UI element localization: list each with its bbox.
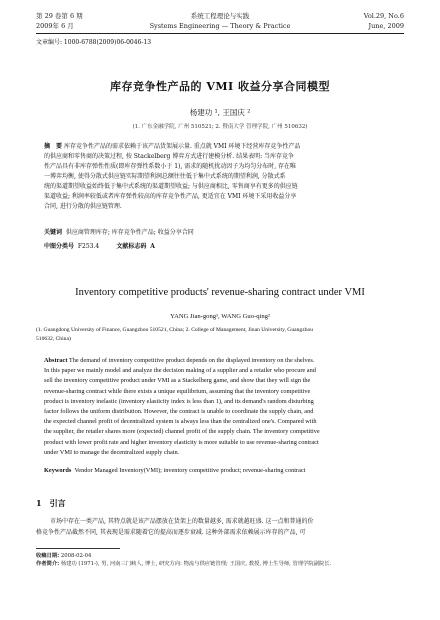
abstract-en-line: factor follows the uniform distribution. However, the contract is unable to coordinate the supply chain, and <box>44 408 314 416</box>
keywords-en <box>44 466 396 476</box>
header-rule <box>36 33 404 34</box>
keywords-cn-text: 供应商管理库存; 库存竞争性产品; 收益分享合同 <box>65 229 194 236</box>
abstract-en-line: revenue-sharing contract while there exists a unique equilibrium, assuming that the inventory competitive <box>44 387 311 395</box>
authors-cn: 杨建功 ¹, 王国庆 ² <box>189 108 251 117</box>
keywords-cn <box>44 228 404 238</box>
affiliation-en-line: (1. Guangdong University of Finance, Guangzhou 510521, China; 2. College of Management, Jinan University, Guangzhou <box>36 327 314 333</box>
section-body <box>36 516 404 538</box>
journal-volume: 第 29 卷第 6 期 <box>36 12 83 20</box>
clc-label: 中图分类号 <box>44 243 75 250</box>
abstract-en-line: sell the inventory competitive product under VMI as a Stackelberg game, and show that they will sign the <box>44 377 311 385</box>
footnote <box>36 552 404 569</box>
abstract-cn <box>44 142 396 212</box>
doc-code-label: 文献标志码 <box>116 243 147 250</box>
author-bio: 杨建功 (1971-), 男, 河南三门峡人, 博士, 研究方向: 物流与供应链管理; 王国庆, 教授, 博士生导师, 管理学院副院长. <box>60 561 332 568</box>
abstract-cn-line: 库存竞争性产品的需求依赖于该产品货架展示量. 重点就 VMI 环境下经营库存竞争性产品 <box>63 143 301 150</box>
abstract-cn-line: 一博弈均衡, 使得分散式供应链实际期望利润总额往往低于集中式系统的期望利润, 分散式系 <box>44 173 286 180</box>
abstract-en <box>44 356 396 458</box>
abstract-en-label: Abstract <box>44 357 68 364</box>
journal-title-en: Systems Engineering — Theory & Practice <box>149 22 291 30</box>
keywords-en-text: Vendor Managed Inventory(VMI); inventory competitive product; revenue-sharing contract <box>74 467 306 474</box>
author-bio-label: 作者简介: <box>36 561 60 568</box>
article-number: 文章编号: 1000-6788(2009)06-0046-13 <box>36 39 152 46</box>
affiliation-en-line: 510632, China) <box>36 336 71 342</box>
abstract-cn-line: 合同, 进行分散的供应链管理. <box>44 203 122 210</box>
abstract-en-line: The demand of inventory competitive product depends on the displayed inventory on the shelves. <box>68 357 315 364</box>
clc-value: F253.4 <box>77 243 100 250</box>
journal-date-cn: 2009年 6 月 <box>36 22 74 30</box>
abstract-cn-line: 统的渠道期望收益始终低于集中式系统的渠道期望收益; 与供应商相比, 零售商享有更多的供应链 <box>44 183 298 190</box>
classification <box>44 242 404 252</box>
abstract-en-line: product with lower profit rate and higher inventory elasticity is more suitable to use revenue-sharing contract <box>44 438 319 446</box>
abstract-cn-line: 渠道收益; 利润率较低或者库存弹性较高的库存竞争性产品, 更适宜在 VMI 环境下采用收益分享 <box>44 193 297 200</box>
abstract-cn-label: 摘 要 <box>44 143 63 150</box>
section-heading: 1 引言 <box>36 498 66 508</box>
journal-title-cn: 系统工程理论与实践 <box>190 12 250 20</box>
abstract-en-line: In this paper we mainly model and analyze the decision making of a supplier and a retailer who procure and <box>44 367 316 375</box>
doc-code-value: A <box>150 243 155 250</box>
affiliation-en <box>36 326 404 344</box>
abstract-cn-line: 性产品具有非库存弹性性质(即库存弹性系数小于 1), 需求的随机扰动因子为均匀分布时, 存在唯 <box>44 163 297 170</box>
keywords-en-label: Keywords <box>44 467 72 474</box>
abstract-cn-line: 的供应商和零售商的决策过程, 按 Stackelberg 博弈方式进行建模分析. 结果表明: 当库存竞争 <box>44 153 295 160</box>
keywords-cn-label: 关键词 <box>44 229 63 236</box>
abstract-en-line: product is inventory inelastic (inventory elasticity index is less than 1), and its demand's random disturbing <box>44 397 314 405</box>
body-line: 市场中存在一类产品, 其特点就是该产品摆放在货架上的数量越多, 需求就越旺盛. 这一点和普通的价 <box>50 518 314 525</box>
abstract-en-line: the expected channel profit of decentralized system is always less than the centralized one's. Compared with <box>44 418 317 426</box>
abstract-en-line: under VMI to manage the decentralized supply chain. <box>44 448 180 456</box>
received-label: 收稿日期: <box>36 553 60 559</box>
authors-en: YANG Jian-gong¹, WANG Guo-qing² <box>170 313 270 320</box>
abstract-en-line: the supplier, the retailer shares more (expected) channel profit of the supply chain. The inventory competitive <box>44 428 320 436</box>
journal-date-en: June, 2009 <box>368 22 404 30</box>
body-line: 格竞争性产品截然不同, 其表现是需求随着它的提高而逐步衰减. 这种外部需求依赖展示库存的产品, 可 <box>36 529 306 536</box>
affiliation-cn: (1. 广东金融学院, 广州 510521; 2. 暨南大学 管理学院, 广州 510632) <box>132 124 308 130</box>
paper-title-cn: 库存竞争性产品的 VMI 收益分享合同模型 <box>109 80 330 93</box>
received-date: 2008-02-04 <box>60 553 92 559</box>
paper-title-en: Inventory competitive products' revenue-sharing contract under VMI <box>75 287 365 298</box>
footnote-rule <box>36 548 120 549</box>
journal-volume-en: Vol.29, No.6 <box>363 12 404 20</box>
